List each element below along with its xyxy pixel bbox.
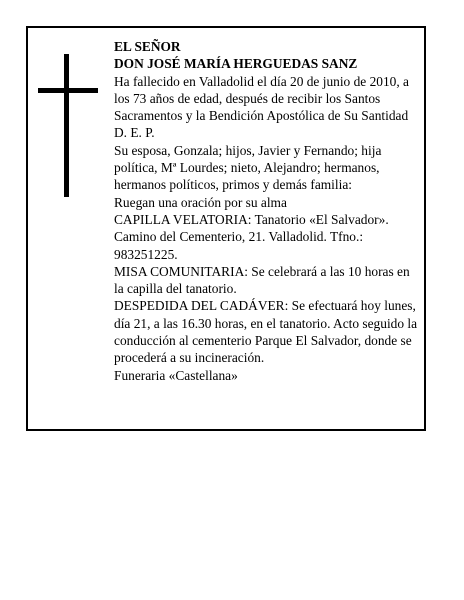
obituary-text (114, 38, 420, 384)
obituary-mass-info: MISA COMUNITARIA: Se celebrará a las 10 horas en la capilla del tanatorio. (114, 263, 410, 297)
obituary-deceased-name: DON JOSÉ MARÍA HERGUEDAS SANZ (114, 56, 358, 72)
obituary-title-line1: EL SEÑOR (114, 39, 181, 54)
latin-cross-icon (38, 54, 98, 197)
obituary-farewell-info: DESPEDIDA DEL CADÁVER: Se efectuará hoy lunes, día 21, a las 16.30 horas, en el tanatorio. Acto seguido la conducción al cementerio Parque El Salvador, donde se procederá a su incineración. (114, 298, 418, 366)
obituary-family: Su esposa, Gonzala; hijos, Javier y Fernando; hija política, Mª Lourdes; nieto, Alejandro; hermanos, hermanos políticos, primos y demás familia: (114, 142, 382, 193)
cross-vertical-bar (64, 54, 69, 197)
obituary-announcement: Ha fallecido en Valladolid el día 20 de junio de 2010, a los 73 años de edad, después de recibir los Santos Sacramentos y la Bendición Apostólica de Su Santidad D. E. P. (114, 73, 410, 141)
obituary-chapel-info: CAPILLA VELATORIA: Tanatorio «El Salvador». Camino del Cementerio, 21. Valladolid. Tfno.: 983251225. (114, 211, 389, 262)
cross-horizontal-bar (38, 88, 98, 93)
obituary-prayer-request: Ruegan una oración por su alma (114, 194, 287, 210)
obituary-funeral-home: Funeraria «Castellana» (114, 367, 238, 383)
